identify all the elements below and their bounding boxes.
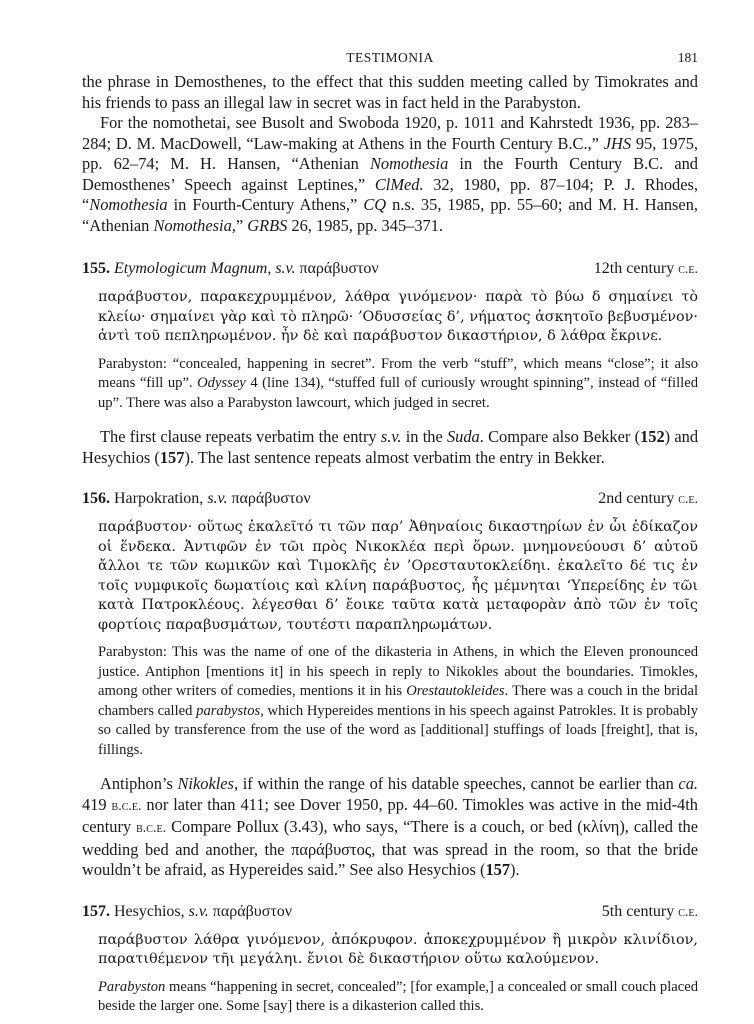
entry-155-translation: Parabyston: “concealed, happening in secret”. From the verb “stuff”, which means “close”; it also means “fill up”. Odyssey 4 (line 134), “stuffed full of curiously wrought spinning”, instead of “filled up”. There was also a Parabyston lawcourt, which judged in secret.	[98, 355, 698, 411]
running-head	[82, 50, 698, 72]
entry-155-date: 12th century c.e.	[593, 260, 698, 277]
entry-157-citation: 157. Hesychios, s.v. παράβυστον	[82, 902, 292, 920]
page-number: 181	[677, 50, 698, 65]
entry-156-citation: 156. Harpokration, s.v. παράβυστον	[82, 490, 311, 507]
entry-157-greek-text: παράβυστον λάθρα γινόμενον, ἀπόκρυφον. ἀποκεχρυμμένον ἢ μικρὸν κλινίδιον, παρατιθέμενον τῆι μεγάληι. ἔνιοι δὲ δικαστήριον οὕτω καλούμενον.	[98, 931, 698, 967]
page	[82, 50, 698, 1017]
running-title: TESTIMONIA	[346, 50, 434, 65]
entry-155-citation: 155. Etymologicum Magnum, s.v. παράβυστον	[82, 260, 379, 277]
entry-156-date: 2nd century c.e.	[598, 490, 698, 507]
entry-155-greek-text: παράβυστον, παρακεχρυμμένον, λάθρα γινόμενον· παρὰ τὸ βύω δ σημαίνει τὸ κλείω· σημαίνει γὰρ καὶ τὸ πληρῶ· ’Οδυσσείας δ’, νήματος ἀσκητοῖο βεβυσμένον· ἀντὶ τοῦ πεπληρωμένον. ἦν δὲ καὶ παράβυστον δικαστήριον, δ λάθρα ἔκρινε.	[98, 289, 698, 344]
entry-156-commentary: Antiphon’s Nikokles, if within the range of his datable speeches, cannot be earlier than ca. 419 b.c.e. nor later than 411; see Dover 1950, pp. 44–60. Timokles was active in the mid-4th century b.c.e. Compare Pollux (3.43), who says, “There is a couch, or bed (κλίνη), called the wedding bed and another, the παράβυστος, that was spread in the room, so that the bride wouldn’t be afraid, as Hypereides said.” See also Hesychios (157).	[82, 774, 698, 879]
entry-155-commentary: The first clause repeats verbatim the entry s.v. in the Suda. Compare also Bekker (152) and Hesychios (157). The last sentence repeats almost verbatim the entry in Bekker.	[82, 427, 699, 467]
entry-156-greek-text: παράβυστον· οὕτως ἐκαλεῖτό τι τῶν παρ’ Ἀθηναίοις δικαστηρίων ἐν ὧι ἐδίκαζον οἱ ἕνδεκα. Ἀντιφῶν ἐν τῶι πρὸς Νικοκλέα περὶ ὅρων. μνημονεύουσι δ’ αὐτοῦ ἄλλοι τε τῶν κωμικῶν καὶ Τιμοκλῆς ἐν ’Ορεσταυτοκλείδηι. ἐκαλεῖτο δέ τις ἐν τοῖς νυμφικοῖς δωματίοις καὶ κλίνη παράβυστος, ἧς μέμνηται ‘Υπερείδης ἐν τῶι κατὰ Πατροκλέους. λέγεσθαι δ’ ἔοικε ταῦτα κατὰ μεταφορὰν ἀπὸ τῶν ἐν τοῖς φορτίοις παραβυσμάτων, τουτέστι παραπληρωμάτων.	[98, 519, 698, 633]
entry-156-heading	[82, 490, 698, 508]
entry-157-date: 5th century c.e.	[601, 902, 698, 920]
entry-156-translation: Parabyston: This was the name of one of the dikasteria in Athens, in which the Eleven pronounced justice. Antiphon [mentions it] in his speech in reply to Nikokles about the boundaries. Timokles, among other writers of comedies, mentions it in his Orestautokleides. There was a couch in the bridal chambers called parabystos, which Hypereides mentions in his speech against Patrokles. It is probably so called by transference from the use of the word as [additional] stuffings of loads [freight], that is, fillings.	[98, 644, 698, 758]
entry-155-heading	[82, 260, 698, 278]
intro-paragraph-2: For the nomothetai, see Busolt and Swoboda 1920, p. 1011 and Kahrstedt 1936, pp. 283–284; D. M. MacDowell, “Law-making at Athens in the Fourth Century B.C.,” JHS 95, 1975, pp. 62–74; M. H. Hansen, “Athenian Nomothesia in the Fourth Century B.C. and Demosthenes’ Speech against Leptines,” ClMed. 32, 1980, pp. 87–104; P. J. Rhodes, “Nomothesia in Fourth-Century Athens,” CQ n.s. 35, 1985, pp. 55–60; and M. H. Hansen, “Athenian Nomothesia,” GRBS 26, 1985, pp. 345–371.	[82, 113, 698, 235]
intro-paragraph-1: the phrase in Demosthenes, to the effect that this sudden meeting called by Timokrates and his friends to pass an illegal law in secret was in fact held in the Parabyston.	[82, 72, 698, 112]
entry-157-heading	[82, 903, 698, 921]
entry-157-translation: Parabyston means “happening in secret, concealed”; [for example,] a concealed or small couch placed beside the larger one. Some [say] there is a dikasterion called this.	[98, 978, 698, 1014]
